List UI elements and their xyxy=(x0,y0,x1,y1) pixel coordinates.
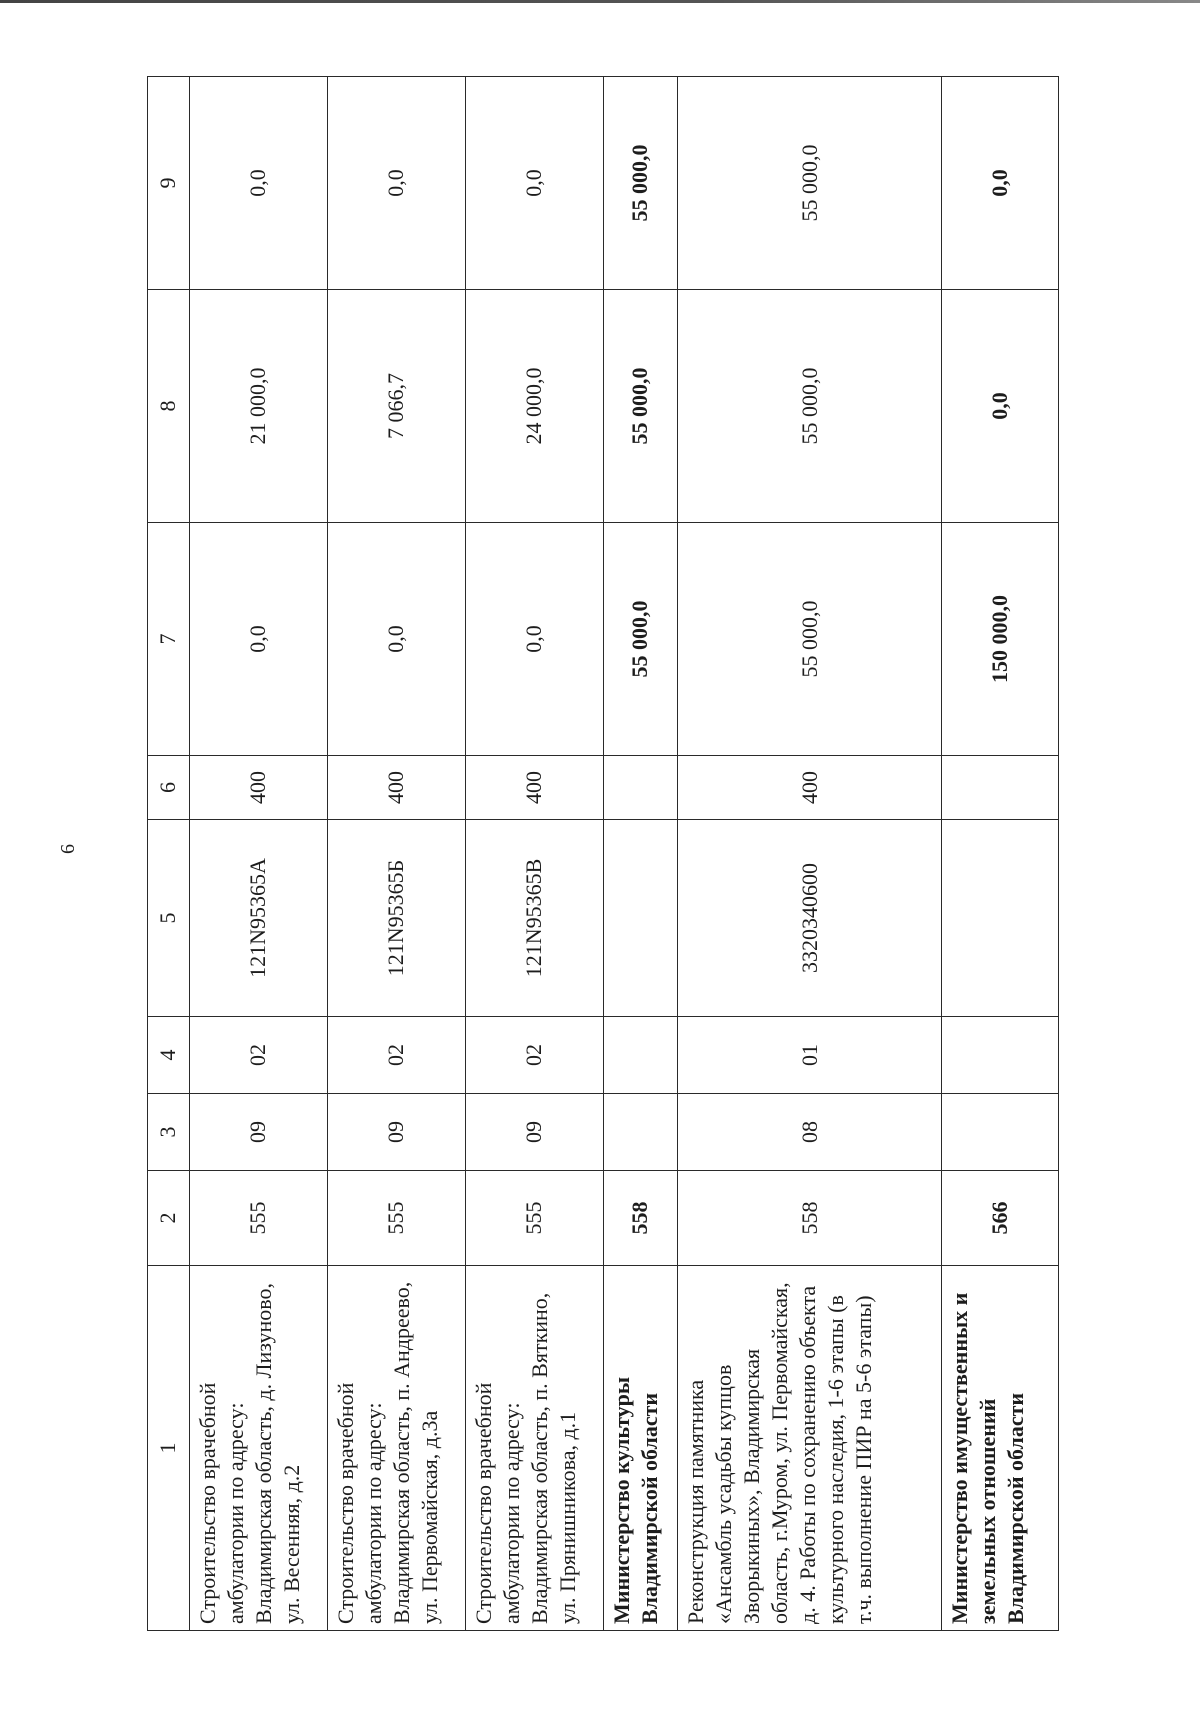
amount-col7-cell: 150 000,0 xyxy=(942,523,1059,756)
table-row xyxy=(327,77,465,1631)
amount-col7-cell: 0,0 xyxy=(327,523,465,756)
table-row xyxy=(189,77,327,1631)
amount-col8-cell: 55 000,0 xyxy=(604,290,678,523)
subsection-cell: 01 xyxy=(677,1017,941,1094)
row-name-cell: Министерство культуры Владимирской области xyxy=(604,1266,678,1631)
admin-code-cell: 555 xyxy=(189,1171,327,1266)
table-rotated-wrapper xyxy=(147,77,1059,1631)
amount-col8-cell: 7 066,7 xyxy=(327,290,465,523)
expense-type-cell: 400 xyxy=(327,756,465,820)
admin-code-cell: 566 xyxy=(942,1171,1059,1266)
amount-col7-cell: 0,0 xyxy=(465,523,603,756)
column-header-4: 4 xyxy=(148,1017,190,1094)
table-row xyxy=(604,77,678,1631)
amount-col9-cell: 0,0 xyxy=(465,77,603,290)
amount-col7-cell: 55 000,0 xyxy=(677,523,941,756)
amount-col9-cell: 55 000,0 xyxy=(604,77,678,290)
row-name-cell: Строительство врачебной амбулатории по адресу: Владимирская область, п. Вяткино, ул. Прянишникова, д.1 xyxy=(465,1266,603,1631)
expense-type-cell: 400 xyxy=(465,756,603,820)
section-cell: 09 xyxy=(189,1094,327,1171)
column-header-1: 1 xyxy=(148,1266,190,1631)
section-cell xyxy=(604,1094,678,1171)
target-article-cell: 121N95365Б xyxy=(327,820,465,1017)
column-header-6: 6 xyxy=(148,756,190,820)
target-article-cell: 3320340600 xyxy=(677,820,941,1017)
amount-col7-cell: 0,0 xyxy=(189,523,327,756)
amount-col7-cell: 55 000,0 xyxy=(604,523,678,756)
budget-table xyxy=(147,76,1059,1631)
table-row xyxy=(465,77,603,1631)
amount-col8-cell: 24 000,0 xyxy=(465,290,603,523)
subsection-cell: 02 xyxy=(189,1017,327,1094)
target-article-cell xyxy=(942,820,1059,1017)
table-row xyxy=(677,77,941,1631)
column-header-9: 9 xyxy=(148,77,190,290)
expense-type-cell: 400 xyxy=(677,756,941,820)
expense-type-cell xyxy=(604,756,678,820)
subsection-cell xyxy=(942,1017,1059,1094)
row-name-cell: Строительство врачебной амбулатории по адресу: Владимирская область, д. Лизуново, ул. Весенняя, д.2 xyxy=(189,1266,327,1631)
admin-code-cell: 555 xyxy=(327,1171,465,1266)
admin-code-cell: 555 xyxy=(465,1171,603,1266)
expense-type-cell xyxy=(942,756,1059,820)
amount-col9-cell: 0,0 xyxy=(942,77,1059,290)
amount-col8-cell: 0,0 xyxy=(942,290,1059,523)
amount-col9-cell: 0,0 xyxy=(327,77,465,290)
section-cell: 09 xyxy=(327,1094,465,1171)
amount-col8-cell: 55 000,0 xyxy=(677,290,941,523)
admin-code-cell: 558 xyxy=(604,1171,678,1266)
admin-code-cell: 558 xyxy=(677,1171,941,1266)
amount-col9-cell: 55 000,0 xyxy=(677,77,941,290)
row-name-cell: Реконструкция памятника «Ансамбль усадьбы купцов Зворыкиных», Владимирская область, г.Муром, ул. Первомайская, д. 4. Работы по сохранению объекта культурного наследия, 1-6 этапы (в т.ч. выполнение ПИР на 5-6 этапы) xyxy=(677,1266,941,1631)
expense-type-cell: 400 xyxy=(189,756,327,820)
target-article-cell: 121N95365А xyxy=(189,820,327,1017)
column-header-3: 3 xyxy=(148,1094,190,1171)
target-article-cell: 121N95365В xyxy=(465,820,603,1017)
subsection-cell: 02 xyxy=(327,1017,465,1094)
subsection-cell: 02 xyxy=(465,1017,603,1094)
column-header-7: 7 xyxy=(148,523,190,756)
row-name-cell: Строительство врачебной амбулатории по адресу: Владимирская область, п. Андреево, ул. Первомайская, д.3а xyxy=(327,1266,465,1631)
subsection-cell xyxy=(604,1017,678,1094)
row-name-cell: Министерство имущественных и земельных отношений Владимирской области xyxy=(942,1266,1059,1631)
page-number: 6 xyxy=(57,844,79,854)
scan-top-edge xyxy=(0,0,1200,3)
section-cell: 08 xyxy=(677,1094,941,1171)
table-row xyxy=(942,77,1059,1631)
column-header-5: 5 xyxy=(148,820,190,1017)
amount-col9-cell: 0,0 xyxy=(189,77,327,290)
section-cell: 09 xyxy=(465,1094,603,1171)
target-article-cell xyxy=(604,820,678,1017)
column-header-2: 2 xyxy=(148,1171,190,1266)
column-header-8: 8 xyxy=(148,290,190,523)
amount-col8-cell: 21 000,0 xyxy=(189,290,327,523)
section-cell xyxy=(942,1094,1059,1171)
table-header-row xyxy=(148,77,190,1631)
